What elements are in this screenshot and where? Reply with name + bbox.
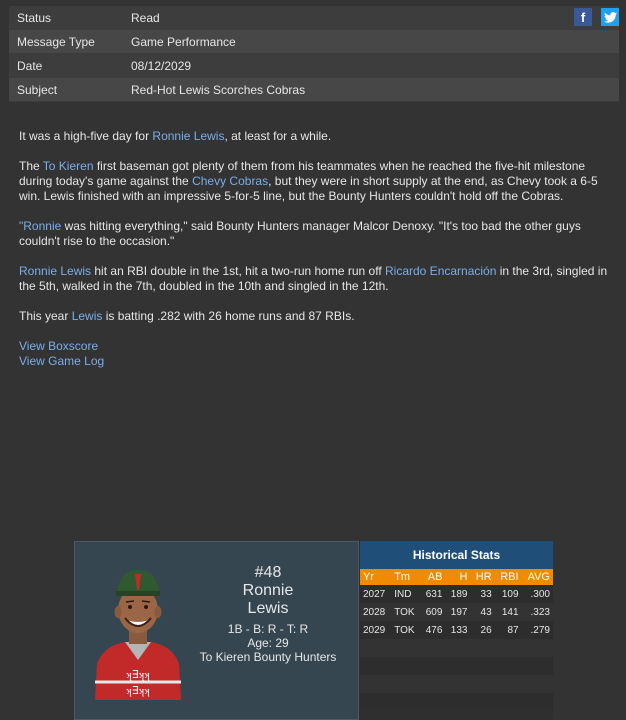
cell-tm: IND xyxy=(391,585,420,603)
cell-h: 133 xyxy=(445,621,470,639)
paragraph-3 xyxy=(19,219,609,249)
facebook-share-button[interactable] xyxy=(574,8,592,26)
article-body xyxy=(19,129,609,369)
text: It was a high-five day for xyxy=(19,129,153,143)
message-type-value: Game Performance xyxy=(131,34,236,49)
col-yr[interactable]: Yr xyxy=(360,569,391,585)
cell-avg: .279 xyxy=(522,621,553,639)
text: hit an RBI double in the 1st, hit a two-run home run off xyxy=(91,264,385,278)
subject-label: Subject xyxy=(17,82,58,97)
table-row-empty xyxy=(360,675,553,693)
player-portrait[interactable] xyxy=(89,560,187,700)
text: first baseman got plenty of them from his teammates when he reached the five-hit milestone during today's game against the xyxy=(19,159,586,188)
player-link-ronnie-lewis[interactable]: Ronnie Lewis xyxy=(152,129,225,143)
text: The xyxy=(19,159,43,173)
table-row xyxy=(360,585,553,603)
cell-tm: TOK xyxy=(391,603,420,621)
cell-yr: 2027 xyxy=(360,585,391,603)
cell-hr: 33 xyxy=(470,585,494,603)
table-row-empty xyxy=(360,693,553,711)
table-row-empty xyxy=(360,657,553,675)
historical-stats-panel xyxy=(360,541,553,720)
historical-stats-table xyxy=(360,569,553,711)
player-last-name[interactable]: Lewis xyxy=(247,600,289,617)
col-ab[interactable]: AB xyxy=(420,569,445,585)
cell-avg: .300 xyxy=(522,585,553,603)
facebook-icon: f xyxy=(580,9,586,25)
twitter-share-button[interactable] xyxy=(601,8,619,26)
table-row xyxy=(360,621,553,639)
player-card xyxy=(74,541,553,720)
cell-ab: 609 xyxy=(420,603,445,621)
team-link-to-kieren[interactable]: To Kieren xyxy=(42,159,94,173)
date-label: Date xyxy=(17,58,43,73)
text: in the 3rd, singled in the 5th, walked in the 7th, doubled in the 10th and singled in the 12th. xyxy=(19,264,608,293)
player-meta xyxy=(199,622,337,664)
table-row-empty xyxy=(360,639,553,657)
player-position: 1B - B: R - T: R xyxy=(227,622,309,636)
player-first-name[interactable]: Ronnie xyxy=(242,582,294,599)
player-link-ronnie[interactable]: Ronnie xyxy=(23,219,62,233)
view-boxscore-link[interactable]: View Boxscore xyxy=(19,339,99,353)
player-number: #48 xyxy=(254,564,282,581)
col-avg[interactable]: AVG xyxy=(522,569,553,585)
cell-tm: TOK xyxy=(391,621,420,639)
quote-open: " xyxy=(19,219,24,233)
cell-hr: 26 xyxy=(470,621,494,639)
twitter-icon xyxy=(604,12,617,23)
table-row xyxy=(360,603,553,621)
cell-rbi: 141 xyxy=(495,603,522,621)
paragraph-4 xyxy=(19,264,609,294)
cell-avg: .323 xyxy=(522,603,553,621)
paragraph-5 xyxy=(19,309,609,324)
paragraph-2 xyxy=(19,159,609,204)
header-row-status xyxy=(9,6,619,30)
status-value: Read xyxy=(131,10,160,25)
team-link-chevy-cobras[interactable]: Chevy Cobras xyxy=(192,174,269,188)
header-row-message-type xyxy=(9,30,619,54)
status-label: Status xyxy=(17,10,52,25)
col-h[interactable]: H xyxy=(445,569,470,585)
cell-yr: 2029 xyxy=(360,621,391,639)
player-details xyxy=(199,564,337,664)
text: This year xyxy=(19,309,72,323)
message-header xyxy=(9,6,619,102)
cell-rbi: 87 xyxy=(495,621,522,639)
subject-value: Red-Hot Lewis Scorches Cobras xyxy=(131,82,306,97)
col-hr[interactable]: HR xyxy=(470,569,494,585)
cell-h: 197 xyxy=(445,603,470,621)
text: was hitting everything," said Bounty Hunters manager Malcor Denoxy. "It's too bad the other guys couldn't rise to the occasion." xyxy=(19,219,581,248)
player-age: Age: 29 xyxy=(247,636,289,650)
player-link-ricardo-encarnacion[interactable]: Ricardo Encarnación xyxy=(385,264,497,278)
player-link-ronnie-lewis-2[interactable]: Ronnie Lewis xyxy=(19,264,92,278)
player-link-lewis[interactable]: Lewis xyxy=(71,309,103,323)
text: , but they were in short supply at the end, as Chevy took a 6-5 win. Lewis finished with an impressive 5-for-5 line, but the Bounty Hunters couldn't hold off the Cobras. xyxy=(19,174,598,203)
player-info-panel xyxy=(74,541,359,720)
social-buttons xyxy=(574,8,619,26)
stats-header-row xyxy=(360,569,553,585)
col-rbi[interactable]: RBI xyxy=(495,569,522,585)
svg-text:ʞ∃ʞʞ: ʞ∃ʞʞ xyxy=(126,669,150,681)
view-game-log-link[interactable]: View Game Log xyxy=(19,354,105,368)
cell-h: 189 xyxy=(445,585,470,603)
svg-text:ʞ∃ʞʞ: ʞ∃ʞʞ xyxy=(126,685,150,697)
paragraph-1 xyxy=(19,129,609,144)
col-tm[interactable]: Tm xyxy=(391,569,420,585)
cell-yr: 2028 xyxy=(360,603,391,621)
cell-ab: 631 xyxy=(420,585,445,603)
player-team[interactable]: To Kieren Bounty Hunters xyxy=(199,650,337,664)
cell-ab: 476 xyxy=(420,621,445,639)
message-type-label: Message Type xyxy=(17,34,95,49)
cell-rbi: 109 xyxy=(495,585,522,603)
historical-stats-title: Historical Stats xyxy=(360,541,553,569)
cell-hr: 43 xyxy=(470,603,494,621)
text: , at least for a while. xyxy=(224,129,332,143)
header-row-subject xyxy=(9,78,619,102)
header-row-date xyxy=(9,54,619,78)
article-links xyxy=(19,339,609,369)
text: is batting .282 with 26 home runs and 87 RBIs. xyxy=(102,309,355,323)
date-value: 08/12/2029 xyxy=(131,58,192,73)
